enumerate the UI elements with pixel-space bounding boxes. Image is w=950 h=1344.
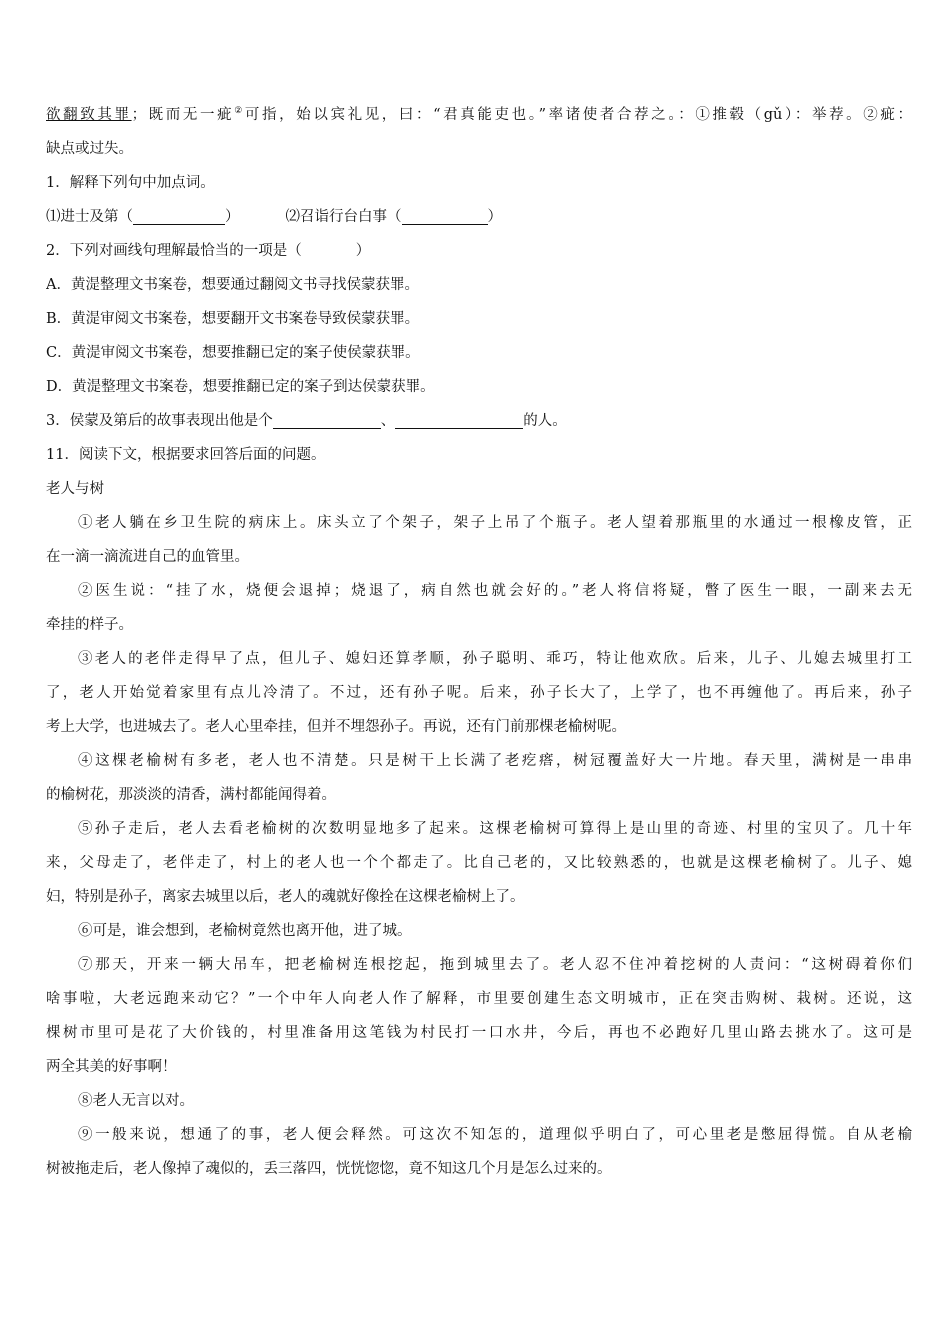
intro-text-1: ；既而无一疵 bbox=[131, 107, 235, 123]
paragraph-7-line-1: ⑦那天，开来一辆大吊车，把老榆树连根挖起，拖到城里去了。老人忍不住冲着挖树的人责问：“这树碍着你们 bbox=[78, 957, 912, 973]
intro-line-1 bbox=[46, 98, 912, 132]
q2-option-d[interactable]: D．黄湜整理文书案卷，想要推翻已定的案子到达侯蒙获罪。 bbox=[46, 379, 435, 395]
paragraph-9-line-1: ⑨一般来说，想通了的事，老人便会释然。可这次不知怎的，道理似乎明白了，可心里老是憋屈得慌。自从老榆 bbox=[78, 1127, 912, 1143]
paragraph-1-line-2: 在一滴一滴流进自己的血管里。 bbox=[46, 549, 249, 565]
paragraph-4-line-1: ④这棵老榆树有多老，老人也不清楚。只是树干上长满了老疙瘩，树冠覆盖好大一片地。春天里，满树是一串串 bbox=[78, 753, 912, 769]
paragraph-2-line-2: 牵挂的样子。 bbox=[46, 617, 133, 633]
q1-item-1-blank[interactable] bbox=[133, 204, 225, 225]
question-1-title: 1．解释下列句中加点词。 bbox=[46, 175, 215, 191]
q1-item-1-close: ） bbox=[225, 209, 240, 225]
q2-option-c[interactable]: C．黄湜审阅文书案卷，想要推翻已定的案子使侯蒙获罪。 bbox=[46, 345, 420, 361]
paragraph-7-line-4: 两全其美的好事啊！ bbox=[46, 1059, 177, 1075]
underlined-sentence: 欲翻致其罪 bbox=[46, 107, 132, 123]
paragraph-3-line-2: 了，老人开始觉着家里有点儿冷清了。不过，还有孙子呢。后来，孙子长大了，上学了，也不再缠他了。再后来，孙子 bbox=[46, 685, 912, 701]
q3-prefix: 3．侯蒙及第后的故事表现出他是个 bbox=[46, 413, 273, 429]
paragraph-2-line-1: ②医生说：“挂了水，烧便会退掉；烧退了，病自然也就会好的。”老人将信将疑，瞥了医生一眼，一副来去无 bbox=[78, 583, 912, 599]
intro-line-2: 缺点或过失。 bbox=[46, 141, 133, 157]
q3-blank-2[interactable] bbox=[395, 408, 523, 429]
paragraph-8-line-1: ⑧老人无言以对。 bbox=[78, 1093, 194, 1109]
paragraph-6-line-1: ⑥可是，谁会想到，老榆树竟然也离开他，进了城。 bbox=[78, 923, 412, 939]
q1-item-1-label: ⑴进士及第（ bbox=[46, 209, 133, 225]
q3-separator: 、 bbox=[380, 413, 396, 429]
question-3 bbox=[46, 404, 912, 438]
paragraph-3-line-1: ③老人的老伴走得早了点，但儿子、媳妇还算孝顺，孙子聪明、乖巧，特让他欢欣。后来，儿子、儿媳去城里打工 bbox=[78, 651, 912, 667]
paragraph-9-line-2: 树被拖走后，老人像掉了魂似的，丢三落四，恍恍惚惚，竟不知这几个月是怎么过来的。 bbox=[46, 1161, 612, 1177]
paragraph-4-line-2: 的榆树花，那淡淡的清香，满村都能闻得着。 bbox=[46, 787, 336, 803]
q1-item-2-blank[interactable] bbox=[402, 204, 488, 225]
question-1-items bbox=[46, 200, 912, 234]
q3-blank-1[interactable] bbox=[273, 408, 381, 429]
footnote-mark: ② bbox=[234, 106, 245, 117]
paragraph-7-line-2: 啥事啦，大老远跑来动它？”一个中年人向老人作了解释，市里要创建生态文明城市，正在突击购树、栽树。还说，这 bbox=[46, 991, 912, 1007]
paragraph-5-line-2: 来，父母走了，老伴走了，村上的老人也一个个都走了。比自己老的，又比较熟悉的，也就是这棵老榆树了。儿子、媳 bbox=[46, 855, 912, 871]
q2-option-b[interactable]: B．黄湜审阅文书案卷，想要翻开文书案卷导致侯蒙获罪。 bbox=[46, 311, 420, 327]
question-11-title: 11．阅读下文，根据要求回答后面的问题。 bbox=[46, 447, 326, 463]
paragraph-7-line-3: 棵树市里可是花了大价钱的，村里准备用这笔钱为村民打一口水井，今后，再也不必跑好几里山路去挑水了。这可是 bbox=[46, 1025, 912, 1041]
paragraph-1-line-1: ①老人躺在乡卫生院的病床上。床头立了个架子，架子上吊了个瓶子。老人望着那瓶里的水通过一根橡皮管，正 bbox=[78, 515, 912, 531]
q3-suffix: 的人。 bbox=[523, 413, 567, 429]
q1-item-2-close: ） bbox=[487, 209, 502, 225]
q2-option-a[interactable]: A．黄湜整理文书案卷，想要通过翻阅文书寻找侯蒙获罪。 bbox=[46, 277, 419, 293]
q2-title-text: 2．下列对画线句理解最恰当的一项是（ bbox=[46, 243, 302, 259]
q1-item-2-label: ⑵召诣行台白事（ bbox=[285, 209, 402, 225]
question-2-title bbox=[46, 234, 912, 268]
intro-text-2: 可指，始以宾礼见，曰：“君真能吏也。”率诸使者合荐之。：①推毂（gǔ）：举荐。②疵： bbox=[244, 107, 912, 123]
paragraph-5-line-1: ⑤孙子走后，老人去看老榆树的次数明显地多了起来。这棵老榆树可算得上是山里的奇迹、村里的宝贝了。几十年 bbox=[78, 821, 912, 837]
q2-title-close: ） bbox=[355, 243, 371, 259]
story-title: 老人与树 bbox=[46, 481, 104, 497]
paragraph-5-line-3: 妇，特别是孙子，离家去城里以后，老人的魂就好像拴在这棵老榆树上了。 bbox=[46, 889, 525, 905]
document-page bbox=[46, 98, 912, 1186]
paragraph-3-line-3: 考上大学，也进城去了。老人心里牵挂，但并不埋怨孙子。再说，还有门前那棵老榆树呢。 bbox=[46, 719, 626, 735]
